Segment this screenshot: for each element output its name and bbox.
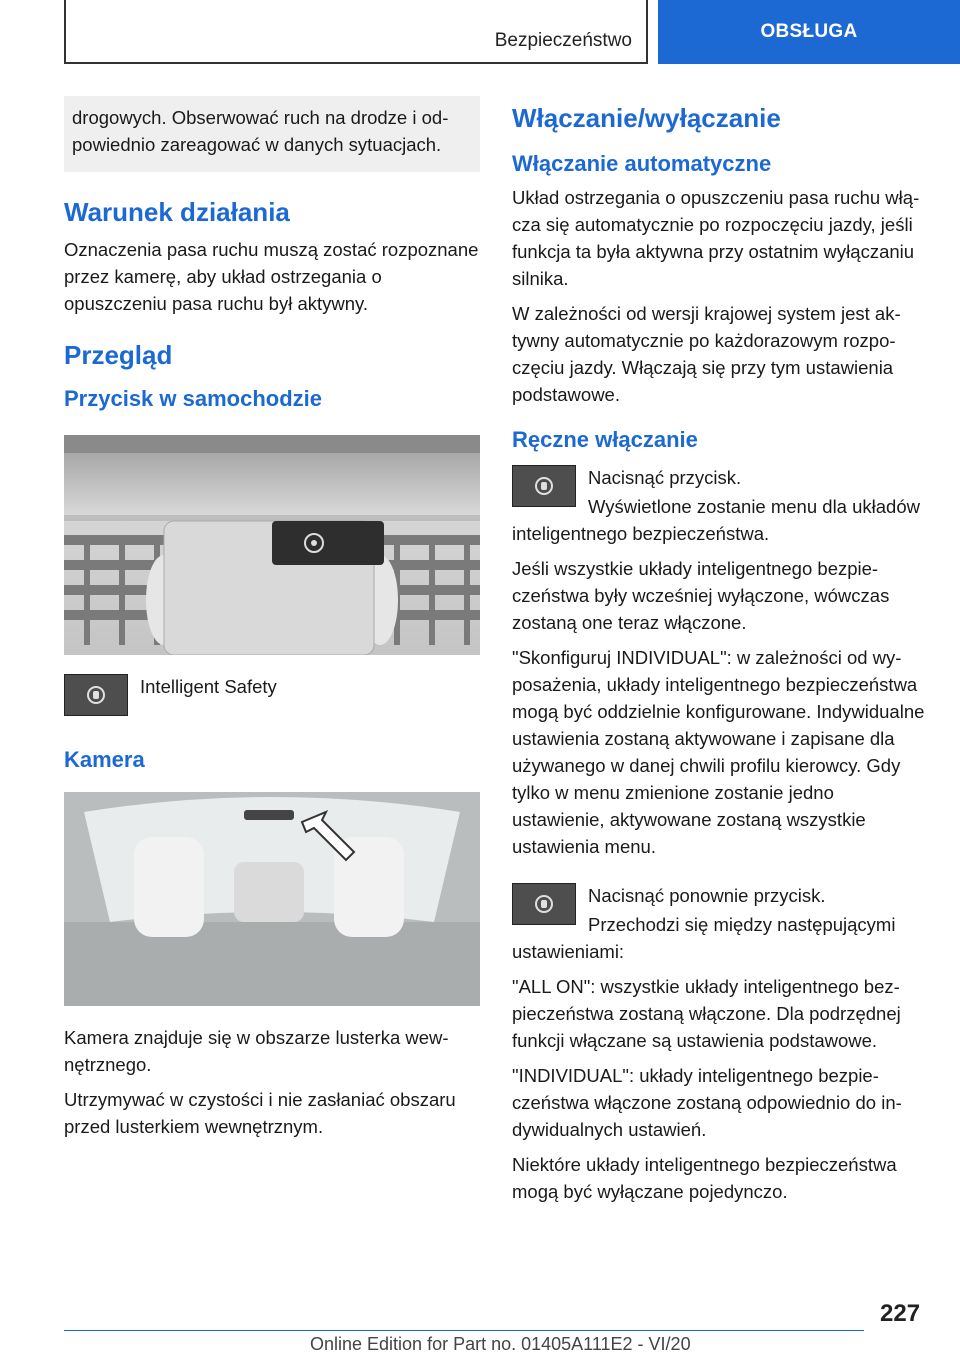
intelligent-safety-button-icon[interactable] [64, 674, 128, 716]
heading-auto: Włączanie automatyczne [512, 151, 772, 176]
press-text-2: Nacisnąć ponownie przycisk. [588, 885, 826, 906]
safety-shield-icon [85, 684, 107, 706]
heading-przycisk: Przycisk w samochodzie [64, 386, 322, 411]
footer-divider [64, 1330, 864, 1331]
page-number: 227 [880, 1300, 921, 1327]
heading-wlaczanie: Włączanie/wyłączanie [512, 103, 781, 133]
right-column [512, 96, 928, 1213]
auto-text-2: W zależności od wersji krajowej system jest aktywny automatycznie po każdorazowym rozpoczęciu jazdy. Włączają się przy tym ustawienia podstawowe. [512, 303, 901, 405]
dashboard-button-image [64, 435, 480, 655]
heading-kamera: Kamera [64, 747, 145, 772]
heading-przeglad: Przegląd [64, 340, 173, 370]
warunek-text: Oznaczenia pasa ruchu muszą zostać rozpoznane przez kamerę, aby układ ostrzegania o opuszczeniu pasa ruchu był aktywny. [64, 239, 479, 314]
individual2-text: "INDIVIDUAL": układy inteligentnego bezpieczeństwa włączone zostaną odpowiednio do indywidualnych ustawień. [512, 1065, 902, 1140]
section-title: Bezpieczeństwo [494, 30, 632, 51]
button-caption: Intelligent Safety [140, 676, 277, 697]
safety-shield-icon [533, 475, 555, 497]
kamera-text-1: Kamera znajduje się w obszarze lusterka wewnętrznego. [64, 1027, 449, 1075]
note-box [64, 96, 480, 172]
switch-text: Przechodzi się między następującymi ustawieniami: [512, 914, 896, 962]
all-off-text: Jeśli wszystkie układy inteligentnego bezpieczeństwa były wcześniej wyłączone, wówczas zostaną one teraz włączone. [512, 558, 890, 633]
menu-text: Wyświetlone zostanie menu dla układów inteligentnego bezpieczeństwa. [512, 496, 920, 544]
header-section-box [64, 0, 648, 64]
auto-text-1: Układ ostrzegania o opuszczeniu pasa ruchu włącza się automatycznie po rozpoczęciu jazdy, jeśli funkcja ta była aktywna przy ostatnim wyłączaniu silnika. [512, 187, 920, 289]
heading-warunek: Warunek działania [64, 197, 290, 227]
edition-text: Online Edition for Part no. 01405A111E2 - VI/20 [310, 1334, 691, 1354]
left-column [64, 96, 480, 1148]
button-legend-row [64, 673, 480, 716]
intelligent-safety-button-icon-3[interactable] [512, 883, 576, 925]
all-on-text: "ALL ON": wszystkie układy inteligentnego bezpieczeństwa zostaną włączone. Dla podrzędnej funkcji włączane są ustawienia podstawowe. [512, 976, 901, 1051]
safety-shield-icon [533, 893, 555, 915]
individual-text: "Skonfiguruj INDIVIDUAL": w zależności od wyposażenia, układy inteligentnego bezpieczeństwa mogą być oddzielnie konfigurowane. Indywidualne ustawienia zostaną aktywowane i zapisane dla używanego w danej chwili profilu kierowcy. Gdy tylko w menu zmienione zostanie jedno ustawienie, aktywowane zostaną wszystkie ustawienia menu. [512, 647, 925, 857]
kamera-text-2: Utrzymywać w czystości i nie zasłaniać obszaru przed lusterkiem wewnętrznym. [64, 1089, 456, 1137]
chapter-tab[interactable]: OBSŁUGA [658, 0, 960, 64]
last-text: Niektóre układy inteligentnego bezpieczeństwa mogą być wyłączane pojedynczo. [512, 1154, 897, 1202]
press-text-1: Nacisnąć przycisk. [588, 467, 742, 488]
heading-manual: Ręczne włączanie [512, 427, 698, 452]
intelligent-safety-button-icon-2[interactable] [512, 465, 576, 507]
note-text: drogowych. Obserwować ruch na drodze i odpowiednio zareagować w danych sytuacjach. [72, 107, 449, 155]
camera-location-image [64, 792, 480, 1006]
